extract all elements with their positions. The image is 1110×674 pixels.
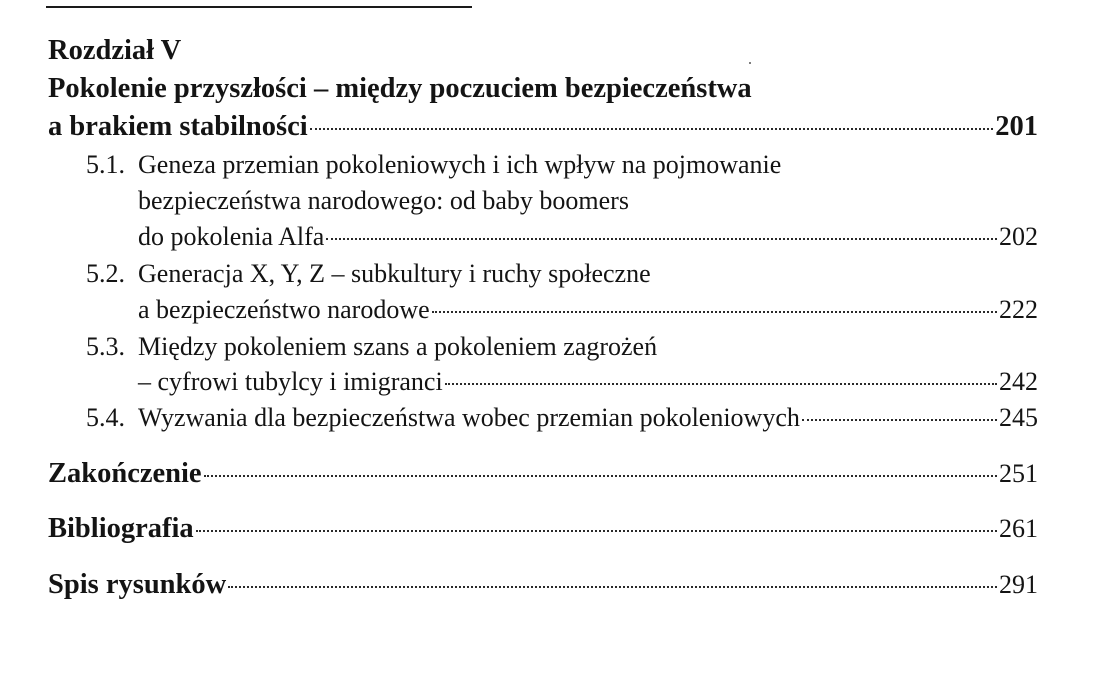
chapter-page-number: 201 [995,111,1038,142]
section-5-4-entry[interactable] [86,400,1038,436]
section-5-2-page-number: 222 [999,295,1038,324]
section-5-1-entry[interactable] [138,219,1038,255]
bibliografia-title: Bibliografia [48,513,194,544]
toc-entry-zakonczenie[interactable] [48,456,1038,492]
section-5-1-number: 5.1. [86,150,125,179]
section-5-2-number: 5.2. [86,259,125,288]
chapter-title-line-1: Pokolenie przyszłości – między poczuciem bezpieczeństwa [48,73,752,104]
toc-entry-bibliografia[interactable] [48,511,1038,547]
chapter-label: Rozdział V [48,35,182,66]
section-5-2-entry[interactable] [138,292,1038,328]
section-5-4-number: 5.4. [86,403,125,432]
section-5-1-line-1 [86,147,1038,183]
dot-leader [196,530,997,532]
bibliografia-page-number: 261 [999,514,1038,543]
dot-leader [204,475,997,477]
dot-leader [326,238,997,240]
section-5-2-text-line-2: a bezpieczeństwo narodowe [138,295,430,324]
section-5-1-text-line-2: bezpieczeństwa narodowego: od baby boomers [138,186,629,215]
section-5-2-text-line-1: Generacja X, Y, Z – subkultury i ruchy społeczne [138,259,651,288]
section-5-4-page-number: 245 [999,403,1038,432]
section-5-3-text-line-2: – cyfrowi tubylcy i imigranci [138,367,443,396]
spis-rysunkow-title: Spis rysunków [48,569,227,600]
chapter-entry[interactable] [48,109,1038,145]
dot-leader [432,311,997,313]
section-5-3-number: 5.3. [86,332,125,361]
zakonczenie-page-number: 251 [999,459,1038,488]
spis-rysunkow-page-number: 291 [999,570,1038,599]
section-5-3-text-line-1: Między pokoleniem szans a pokoleniem zagrożeń [138,332,658,361]
section-5-3-line-1 [86,329,1038,365]
dot-leader [228,586,997,588]
section-5-3-entry[interactable] [138,364,1038,400]
dot-leader [445,383,997,385]
section-5-1-text-line-1: Geneza przemian pokoleniowych i ich wpływ na pojmowanie [138,150,782,179]
chapter-title-line-2: a brakiem stabilności [48,111,308,142]
section-5-2-line-1 [86,256,1038,292]
dot-leader [802,419,997,421]
toc-entry-spis-rysunkow[interactable] [48,567,1038,603]
section-5-1-page-number: 202 [999,222,1038,251]
section-5-4-text-line-1: Wyzwania dla bezpieczeństwa wobec przemian pokoleniowych [138,403,800,432]
zakonczenie-title: Zakończenie [48,458,202,489]
section-5-3-page-number: 242 [999,367,1038,396]
top-rule [46,6,472,8]
dot-leader [310,128,994,130]
section-5-1-text-line-3: do pokolenia Alfa [138,222,325,251]
